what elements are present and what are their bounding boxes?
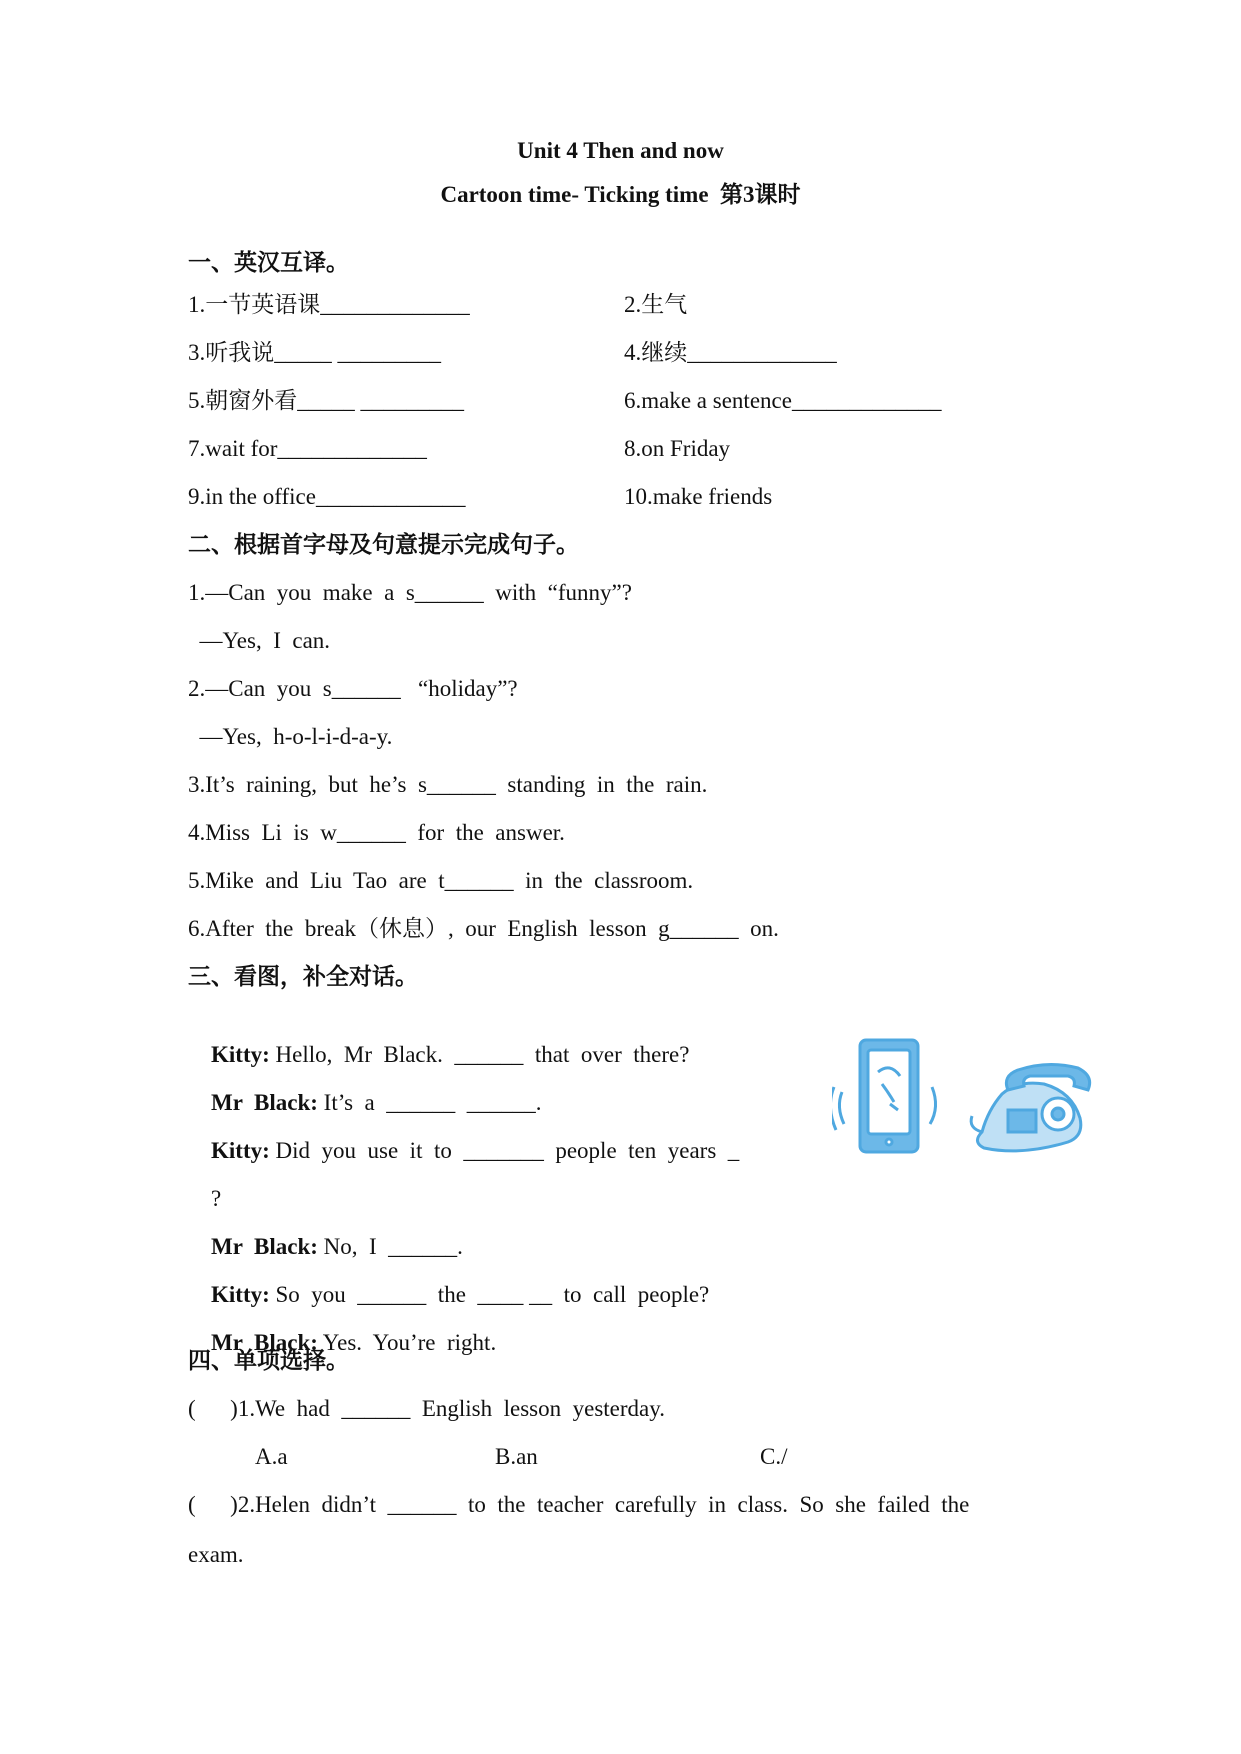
s2-line-8: 6.After the break（休息）, our English lesson g______ on. — [188, 916, 779, 941]
telephone-icon — [971, 1064, 1090, 1150]
mc-question-1: ( )1.We had ______ English lesson yesterday. — [188, 1396, 666, 1421]
speaker: Mr Black: — [211, 1090, 318, 1115]
dialog-text: Hello, Mr Black. ______ that over there? — [269, 1042, 690, 1067]
s2-line-5: 3.It’s raining, but he’s s______ standing in the rain. — [188, 772, 708, 797]
section2-heading: 二、根据首字母及句意提示完成句子。 — [188, 532, 579, 557]
s1-item-3: 3.听我说_____ _________ — [188, 340, 441, 365]
s1-item-4: 4.继续_____________ — [624, 340, 837, 365]
s2-line-3: 2.—Can you s______ “holiday”? — [188, 676, 518, 701]
dialog-text: No, I ______. — [317, 1234, 463, 1259]
page-title: Unit 4 Then and now — [517, 138, 724, 163]
s1-item-8: 8.on Friday — [624, 436, 731, 461]
phone-illustration — [832, 1032, 1096, 1164]
mc-q1-option-a: A.a — [255, 1444, 288, 1469]
dialog-text: So you ______ the ____ __ to call people? — [269, 1282, 710, 1307]
s1-item-1: 1.一节英语课_____________ — [188, 292, 470, 317]
s2-line-2: —Yes, I can. — [188, 628, 331, 653]
speaker: Kitty: — [211, 1042, 270, 1067]
s1-item-10: 10.make friends — [624, 484, 773, 509]
speaker: Kitty: — [211, 1282, 270, 1307]
dialog-text: It’s a ______ ______. — [317, 1090, 542, 1115]
s2-line-7: 5.Mike and Liu Tao are t______ in the classroom. — [188, 868, 694, 893]
s2-line-1: 1.—Can you make a s______ with “funny”? — [188, 580, 632, 605]
mc-q1-option-b: B.an — [495, 1444, 538, 1469]
dialog-text: Yes. You’re right. — [317, 1330, 497, 1355]
s2-line-4: —Yes, h-o-l-i-d-a-y. — [188, 724, 393, 749]
mc-question-2: ( )2.Helen didn’t ______ to the teacher carefully in class. So she failed the — [188, 1492, 970, 1517]
speaker: Mr Black: — [211, 1234, 318, 1259]
speaker: Kitty: — [211, 1138, 270, 1163]
page-subtitle: Cartoon time- Ticking time 第3课时 — [440, 182, 801, 207]
s1-item-9: 9.in the office_____________ — [188, 484, 466, 509]
mc-q1-option-c: C./ — [760, 1444, 788, 1469]
dialog-text: ? — [211, 1186, 222, 1211]
dialog-line-3 — [188, 1106, 739, 1196]
mobile-phone-icon — [832, 1040, 936, 1152]
mc-question-2-continued: exam. — [188, 1542, 244, 1567]
s1-item-5: 5.朝窗外看_____ _________ — [188, 388, 464, 413]
dialog-text: Did you use it to _______ people ten years _ — [269, 1138, 740, 1163]
s2-line-6: 4.Miss Li is w______ for the answer. — [188, 820, 565, 845]
section1-heading: 一、英汉互译。 — [188, 250, 349, 275]
section3-heading: 三、看图，补全对话。 — [188, 964, 418, 989]
s1-item-7: 7.wait for_____________ — [188, 436, 427, 461]
speaker: Mr Black: — [211, 1330, 318, 1355]
s1-item-6: 6.make a sentence_____________ — [624, 388, 942, 413]
section4-heading: 四、单项选择。 — [188, 1348, 349, 1373]
s1-item-2: 2.生气 — [624, 292, 688, 317]
